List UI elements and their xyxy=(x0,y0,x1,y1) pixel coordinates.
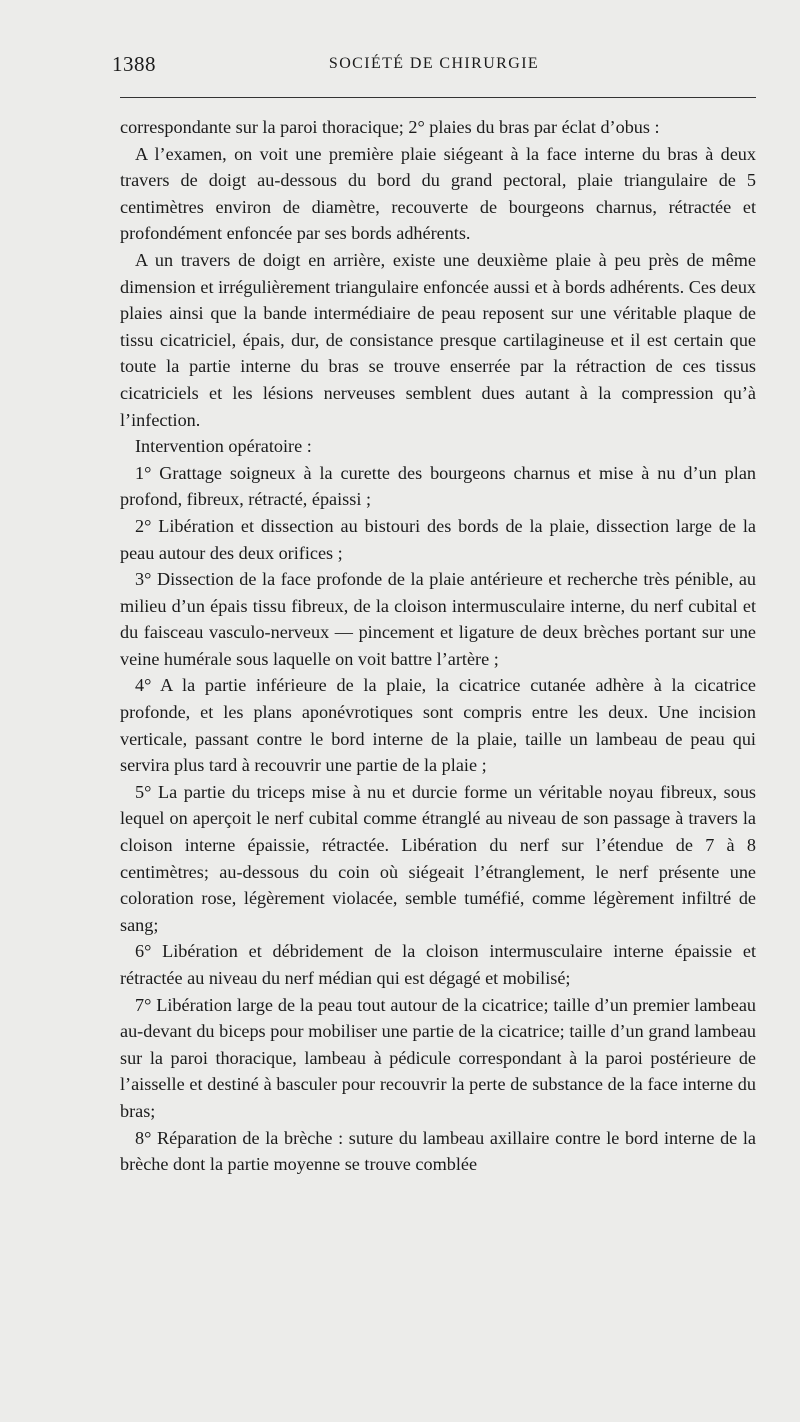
running-header xyxy=(112,46,756,80)
header-rule xyxy=(120,97,756,98)
paragraph: A un travers de doigt en arrière, existe une deuxième plaie à peu près de même dimension et irrégulièrement triangulaire enfoncée aussi et à bords adhérents. Ces deux plaies ainsi que la bande intermédiaire de peau reposent sur une véritable plaque de tissu cicatriciel, épais, dur, de consistance presque cartilagineuse et il est certain que toute la partie interne du bras se trouve enserrée par la rétraction de ces tissus cicatriciels et les lésions nerveuses semblent dues autant à la compression qu’à l’infection. xyxy=(120,249,756,430)
paragraph: 7° Libération large de la peau tout autour de la cicatrice; taille d’un premier lambeau au-devant du biceps pour mobiliser une partie de la cicatrice; taille d’un grand lambeau sur la paroi thoracique, lambeau à pédicule correspondant à la paroi postérieure de l’aisselle et destiné à basculer pour recouvrir la perte de substance de la face interne du bras; xyxy=(120,994,756,1121)
paragraph: 1° Grattage soigneux à la curette des bourgeons charnus et mise à nu d’un plan profond, fibreux, rétracté, épaissi ; xyxy=(120,462,756,510)
page-number: 1388 xyxy=(112,52,156,76)
paragraph: 8° Réparation de la brèche : suture du lambeau axillaire contre le bord interne de la brèche dont la partie moyenne se trouve comblée xyxy=(120,1127,756,1175)
paragraph: A l’examen, on voit une première plaie siégeant à la face interne du bras à deux travers de doigt au-dessous du bord du grand pectoral, plaie triangulaire de 5 centimètres environ de diamètre, recouverte de bourgeons charnus, rétractée et profondément enfoncée par ses bords adhérents. xyxy=(120,143,756,244)
journal-title: SOCIÉTÉ DE CHIRURGIE xyxy=(328,55,540,72)
paragraph: correspondante sur la paroi thoracique; 2° plaies du bras par éclat d’obus : xyxy=(120,117,660,137)
paragraph: 5° La partie du triceps mise à nu et durcie forme un véritable noyau fibreux, sous lequel on aperçoit le nerf cubital comme étranglé au niveau de son passage à travers la cloison interne épaissie, rétractée. Libération du nerf sur l’étendue de 7 à 8 centimètres; au-dessous du coin où siégeait l’étranglement, le nerf présente une coloration rose, légèrement violacée, semble tuméfié, comme légèrement infiltré de sang; xyxy=(120,781,756,935)
paragraph: Intervention opératoire : xyxy=(135,436,312,457)
body-text xyxy=(120,114,756,1178)
paragraph: 4° A la partie inférieure de la plaie, la cicatrice cutanée adhère à la cicatrice profonde, et les plans aponévrotiques sont compris entre les deux. Une incision verticale, passant contre le bord interne de la plaie, taille un lambeau de peau qui servira plus tard à recouvrir une partie de la plaie ; xyxy=(120,675,756,776)
paragraph: 6° Libération et débridement de la cloison intermusculaire interne épaissie et rétractée au niveau du nerf médian qui est dégagé et mobilisé; xyxy=(120,941,756,988)
paragraph: 2° Libération et dissection au bistouri des bords de la plaie, dissection large de la peau autour des deux orifices ; xyxy=(120,515,756,563)
paragraph: 3° Dissection de la face profonde de la plaie antérieure et recherche très pénible, au milieu d’un épais tissu fibreux, de la cloison intermusculaire interne, du nerf cubital et du faisceau vasculo-nerveux — pincement et ligature de deux brèches portant sur une veine humérale sous laquelle on voit battre l’artère ; xyxy=(120,569,756,669)
